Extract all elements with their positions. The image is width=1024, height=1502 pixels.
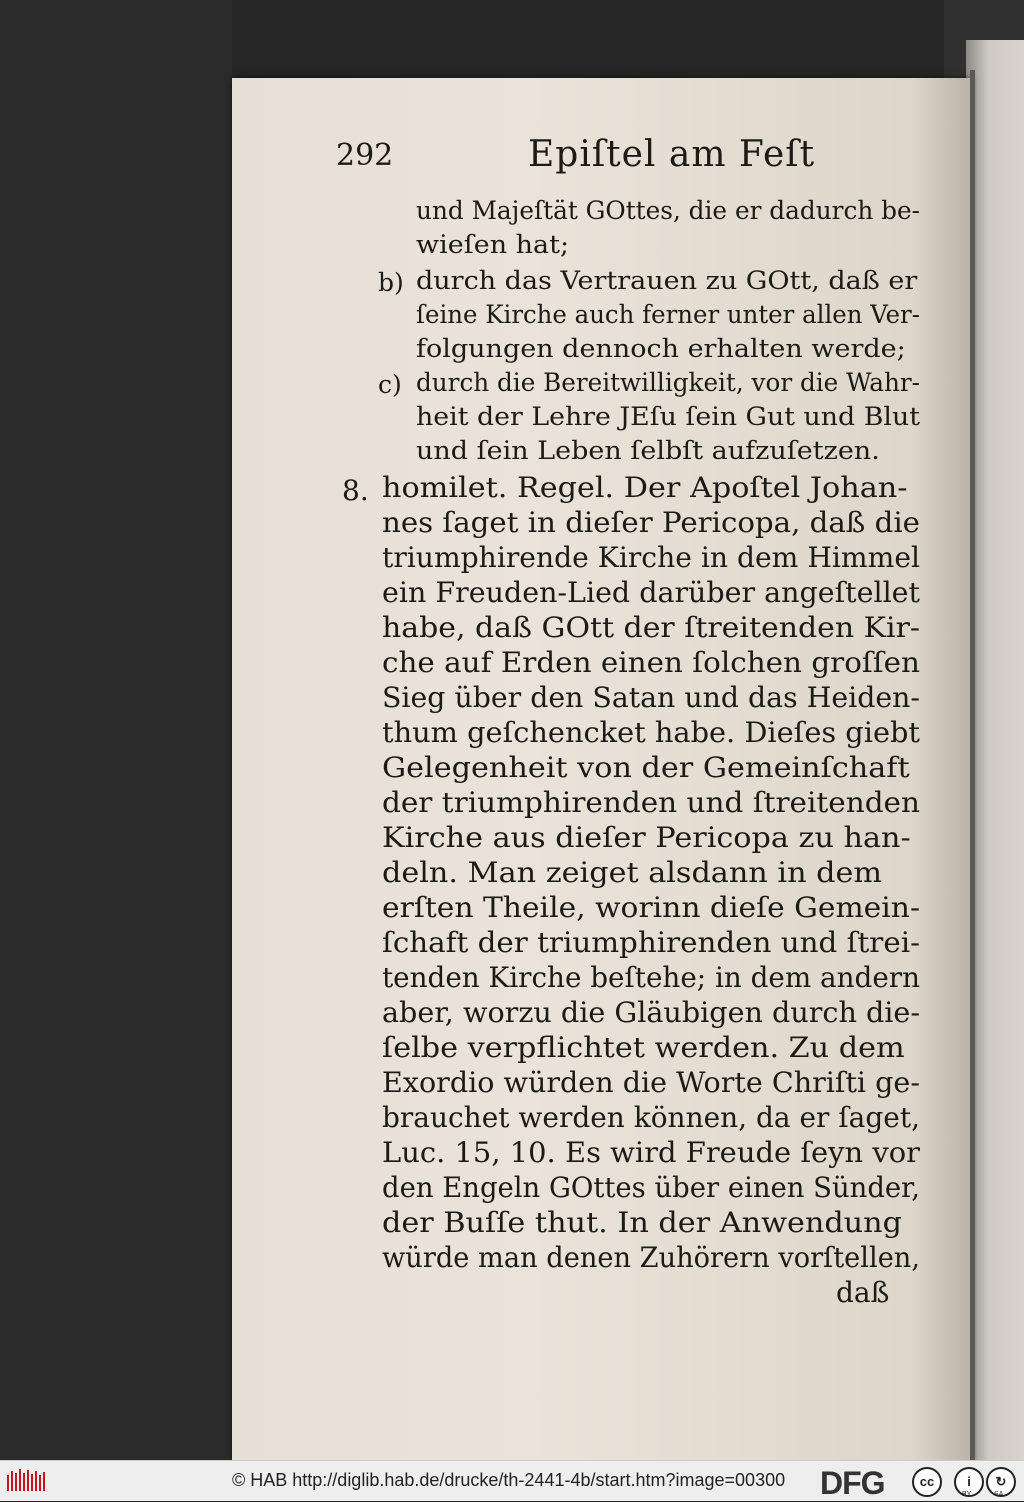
text-line: durch die Bereitwilligkeit, vor die Wahr- xyxy=(416,368,920,397)
cc-by-icon[interactable]: i xyxy=(954,1467,984,1497)
copyright-link[interactable]: © HAB http://diglib.hab.de/drucke/th-2441-4b/start.htm?image=00300 xyxy=(232,1470,786,1490)
text-line: Exordio würden die Worte Chriſti ge- xyxy=(382,1066,920,1099)
text-line: tenden Kirche beſtehe; in dem andern xyxy=(382,961,920,994)
text-line: homilet. Regel. Der Apoſtel Johan- xyxy=(382,471,908,504)
list-marker: 8. xyxy=(342,474,369,507)
text-line: daß xyxy=(836,1276,890,1309)
dfg-logo[interactable]: DFG xyxy=(820,1465,885,1501)
text-line: den Engeln GOttes über einen Sünder, xyxy=(382,1171,920,1204)
text-line: ſelbe verpflichtet werden. Zu dem xyxy=(382,1031,905,1064)
text-line: erſten Theile, worinn dieſe Gemein- xyxy=(382,891,920,924)
text-line: heit der Lehre JEſu ſein Gut und Blut xyxy=(416,402,920,431)
text-line: der triumphirenden und ſtreitenden xyxy=(382,786,920,819)
text-line: und Majeſtät GOttes, die er dadurch be- xyxy=(416,196,920,225)
list-marker: c) xyxy=(378,370,402,399)
text-line: Sieg über den Satan und das Heiden- xyxy=(382,681,920,714)
text-line: Kirche aus dieſer Pericopa zu han- xyxy=(382,821,911,854)
list-marker: b) xyxy=(378,268,404,297)
text-line: ſchaft der triumphirenden und ſtrei- xyxy=(382,926,920,959)
book-spine xyxy=(970,70,975,1460)
hab-logo-icon[interactable] xyxy=(6,1467,48,1495)
text-line: thum geſchencket habe. Dieſes giebt xyxy=(382,716,920,749)
text-line: ein Freuden-Lied darüber angeſtellet xyxy=(382,576,920,609)
running-head xyxy=(336,134,916,182)
cc-by-label: BY xyxy=(962,1491,972,1498)
text-line: nes ſaget in dieſer Pericopa, daß die xyxy=(382,506,920,539)
scan-background-left xyxy=(0,0,232,1460)
viewer-footer xyxy=(0,1460,1024,1501)
text-line: che auf Erden einen ſolchen groſſen xyxy=(382,646,920,679)
text-line: würde man denen Zuhörern vorſtellen, xyxy=(382,1241,920,1274)
text-line: deln. Man zeiget alsdann in dem xyxy=(382,856,883,889)
cc-sa-label: SA xyxy=(994,1491,1004,1498)
text-line: ſeine Kirche auch ferner unter allen Ver- xyxy=(416,300,920,329)
text-line: Gelegenheit von der Gemeinſchaft xyxy=(382,751,910,784)
text-line: triumphirende Kirche in dem Himmel xyxy=(382,541,920,574)
text-line: der Buſſe thut. In der Anwendung xyxy=(382,1206,902,1239)
text-line: brauchet werden können, da er ſaget, xyxy=(382,1101,920,1134)
text-line: folgungen dennoch erhalten werde; xyxy=(416,334,906,363)
text-line: durch das Vertrauen zu GOtt, daß er xyxy=(416,266,918,295)
text-line: und ſein Leben ſelbſt aufzuſetzen. xyxy=(416,436,880,465)
text-line: habe, daß GOtt der ſtreitenden Kir- xyxy=(382,611,920,644)
text-line: wieſen hat; xyxy=(416,230,570,259)
text-line: Luc. 15, 10. Es wird Freude ſeyn vor xyxy=(382,1136,920,1169)
text-line: aber, worzu die Gläubigen durch die- xyxy=(382,996,920,1029)
cc-sa-icon[interactable]: ↻ xyxy=(986,1467,1016,1497)
running-head-title: Epiſtel am Feſt xyxy=(528,134,816,175)
cc-license-icon[interactable]: cc xyxy=(912,1467,942,1497)
page-number: 292 xyxy=(336,138,394,173)
